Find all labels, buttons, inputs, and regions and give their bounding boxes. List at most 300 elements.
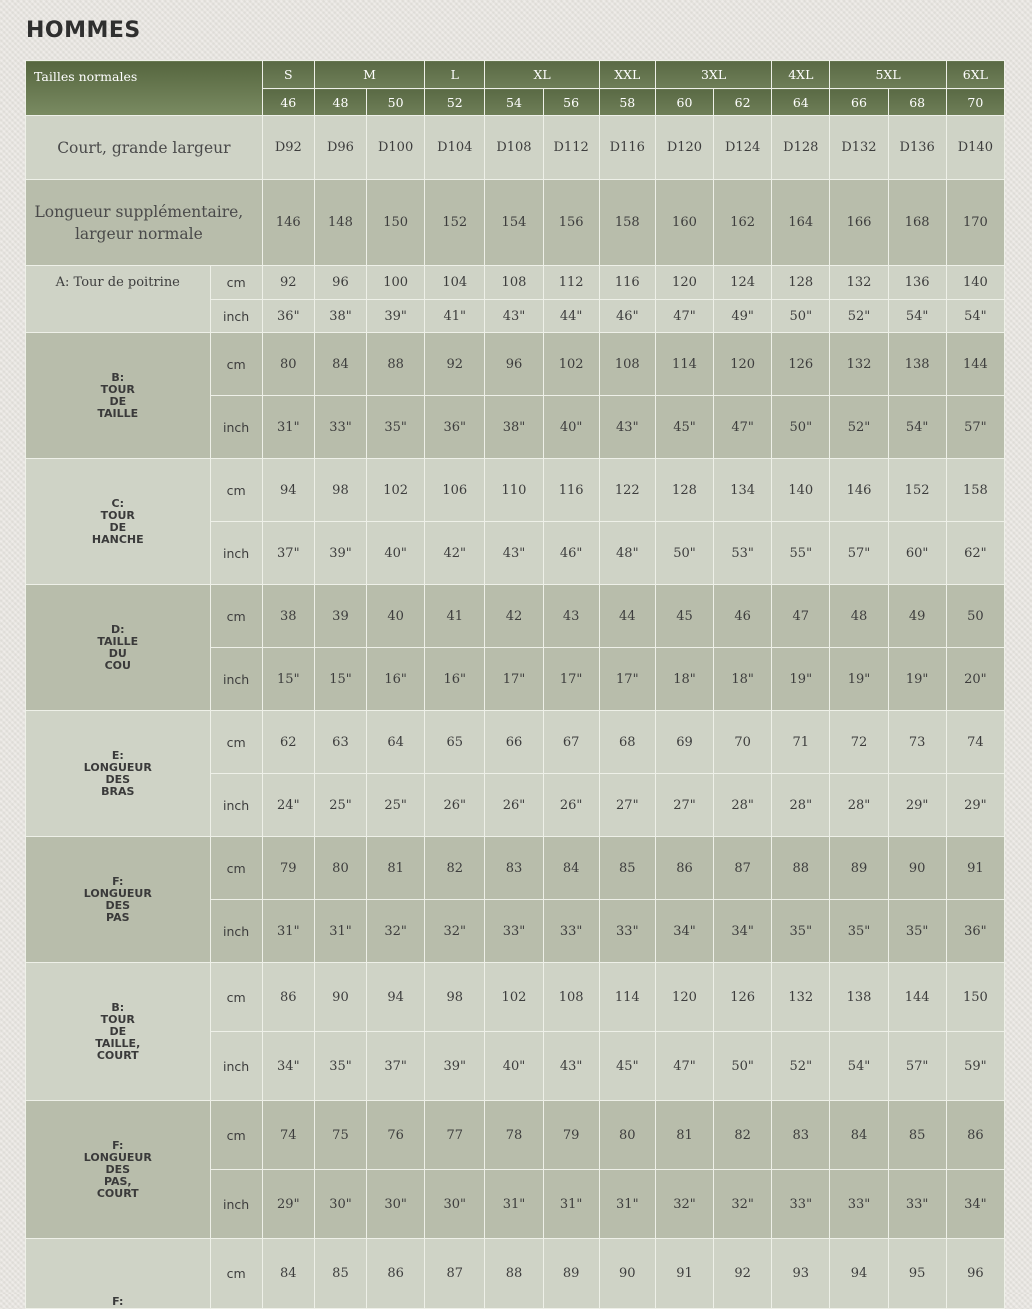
size-value-cell: 148 — [314, 180, 366, 266]
size-value-cell: 108 — [543, 963, 599, 1032]
measurement-row-cm — [26, 963, 1005, 1032]
size-value-cell: D112 — [543, 116, 599, 180]
size-value-cell: 15" — [314, 648, 366, 711]
size-value-cell: 69 — [655, 711, 713, 774]
size-value-cell: 33" — [485, 900, 543, 963]
size-value-cell: 102 — [367, 459, 425, 522]
size-value-cell: 81 — [367, 837, 425, 900]
size-value-cell: 120 — [655, 266, 713, 300]
size-number-header: 50 — [367, 89, 425, 116]
size-value-cell: 31" — [262, 900, 314, 963]
size-value-cell: 17" — [485, 648, 543, 711]
size-value-cell: 68 — [599, 711, 655, 774]
size-value-cell: 83 — [772, 1101, 830, 1170]
size-value-cell: 72 — [830, 711, 888, 774]
size-value-cell: 102 — [543, 333, 599, 396]
size-value-cell: 75 — [314, 1101, 366, 1170]
size-value-cell: 19" — [772, 648, 830, 711]
size-value-cell: 116 — [543, 459, 599, 522]
size-value-cell: 74 — [262, 1101, 314, 1170]
size-value-cell: 34" — [714, 900, 772, 963]
size-value-cell: 34" — [262, 1032, 314, 1101]
size-value-cell: 77 — [425, 1101, 485, 1170]
size-value-cell: 132 — [830, 333, 888, 396]
size-value-cell: 36" — [946, 900, 1004, 963]
size-value-cell: 31" — [543, 1170, 599, 1239]
size-value-cell: 35" — [772, 900, 830, 963]
size-value-cell: 15" — [262, 648, 314, 711]
size-group-xl: XL — [485, 61, 599, 89]
size-value-cell: 50 — [946, 585, 1004, 648]
size-value-cell: 20" — [946, 648, 1004, 711]
size-value-cell: 78 — [485, 1101, 543, 1170]
size-value-cell: 32" — [425, 900, 485, 963]
size-value-cell: 93 — [772, 1239, 830, 1309]
measurement-label: F: — [26, 1239, 211, 1309]
row-label: Court, grande largeur — [26, 116, 263, 180]
size-value-cell: 88 — [367, 333, 425, 396]
size-value-cell: 38 — [262, 585, 314, 648]
size-value-cell: 74 — [946, 711, 1004, 774]
unit-inch-label: inch — [210, 900, 262, 963]
size-group-header-row — [26, 61, 1005, 89]
size-value-cell: 96 — [314, 266, 366, 300]
size-value-cell: 32" — [655, 1170, 713, 1239]
size-value-cell: 120 — [655, 963, 713, 1032]
size-value-cell: 31" — [485, 1170, 543, 1239]
size-value-cell: 46" — [599, 300, 655, 333]
size-value-cell: 82 — [425, 837, 485, 900]
size-value-cell: 62" — [946, 522, 1004, 585]
size-value-cell: 38" — [314, 300, 366, 333]
size-value-cell: 132 — [772, 963, 830, 1032]
unit-inch-label: inch — [210, 396, 262, 459]
size-number-header: 70 — [946, 89, 1004, 116]
size-value-cell: 100 — [367, 266, 425, 300]
unit-cm-label: cm — [210, 963, 262, 1032]
size-value-cell: 150 — [946, 963, 1004, 1032]
size-number-header: 58 — [599, 89, 655, 116]
size-value-cell: 86 — [655, 837, 713, 900]
size-value-cell: 33" — [543, 900, 599, 963]
size-value-cell: 114 — [599, 963, 655, 1032]
size-value-cell: 37" — [367, 1032, 425, 1101]
size-value-cell: 86 — [946, 1101, 1004, 1170]
size-value-cell: 79 — [262, 837, 314, 900]
row-label: Longueur supplémentaire, largeur normale — [26, 180, 263, 266]
size-value-cell: 126 — [714, 963, 772, 1032]
size-value-cell: 59" — [946, 1032, 1004, 1101]
size-value-cell: 138 — [888, 333, 946, 396]
size-number-header: 66 — [830, 89, 888, 116]
size-value-cell: 43" — [485, 522, 543, 585]
unit-cm-label: cm — [210, 1101, 262, 1170]
size-value-cell: 96 — [946, 1239, 1004, 1309]
unit-cm-label: cm — [210, 711, 262, 774]
measurement-label: B: TOUR DE TAILLE — [26, 333, 211, 459]
size-value-cell: 16" — [425, 648, 485, 711]
size-value-cell: 73 — [888, 711, 946, 774]
size-value-cell: 158 — [946, 459, 1004, 522]
size-value-cell: 84 — [543, 837, 599, 900]
size-value-cell: 42 — [485, 585, 543, 648]
size-value-cell: 128 — [655, 459, 713, 522]
size-value-cell: 52" — [830, 300, 888, 333]
size-number-header: 48 — [314, 89, 366, 116]
size-value-cell: 87 — [425, 1239, 485, 1309]
size-value-cell: 76 — [367, 1101, 425, 1170]
size-group-s: S — [262, 61, 314, 89]
size-value-cell: 47 — [772, 585, 830, 648]
size-value-cell: 33" — [888, 1170, 946, 1239]
size-group-xxl: XXL — [599, 61, 655, 89]
size-value-cell: 17" — [543, 648, 599, 711]
measurement-row-cm — [26, 585, 1005, 648]
size-value-cell: 47" — [655, 1032, 713, 1101]
measurement-row-cm — [26, 711, 1005, 774]
size-value-cell: 38" — [485, 396, 543, 459]
size-value-cell: D128 — [772, 116, 830, 180]
size-value-cell: D96 — [314, 116, 366, 180]
size-group-6xl: 6XL — [946, 61, 1004, 89]
size-value-cell: 25" — [367, 774, 425, 837]
size-value-cell: 140 — [946, 266, 1004, 300]
size-value-cell: 70 — [714, 711, 772, 774]
size-value-cell: 80 — [262, 333, 314, 396]
size-table-header-label: Tailles normales — [26, 61, 263, 116]
size-value-cell: 85 — [888, 1101, 946, 1170]
size-value-cell: 42" — [425, 522, 485, 585]
size-group-m: M — [314, 61, 424, 89]
size-value-cell: 26" — [425, 774, 485, 837]
size-value-cell: 19" — [830, 648, 888, 711]
size-value-cell: 40" — [485, 1032, 543, 1101]
size-value-cell: 35" — [830, 900, 888, 963]
size-number-header: 62 — [714, 89, 772, 116]
size-value-cell: 39" — [367, 300, 425, 333]
size-value-cell: 146 — [262, 180, 314, 266]
size-value-cell: 17" — [599, 648, 655, 711]
size-value-cell: 146 — [830, 459, 888, 522]
size-value-cell: 98 — [425, 963, 485, 1032]
measurement-row-cm — [26, 333, 1005, 396]
size-value-cell: 91 — [946, 837, 1004, 900]
size-value-cell: 31" — [262, 396, 314, 459]
size-value-cell: 88 — [772, 837, 830, 900]
size-value-cell: 152 — [888, 459, 946, 522]
size-value-cell: D136 — [888, 116, 946, 180]
unit-inch-label: inch — [210, 1170, 262, 1239]
size-value-cell: 28" — [772, 774, 830, 837]
size-value-cell: 144 — [888, 963, 946, 1032]
size-value-cell: D140 — [946, 116, 1004, 180]
size-value-cell: 108 — [485, 266, 543, 300]
size-value-cell: 53" — [714, 522, 772, 585]
measurement-row-cm — [26, 266, 1005, 300]
size-value-cell: 89 — [830, 837, 888, 900]
size-value-cell: 33" — [772, 1170, 830, 1239]
size-value-cell: 57" — [946, 396, 1004, 459]
size-value-cell: 25" — [314, 774, 366, 837]
size-value-cell: 35" — [314, 1032, 366, 1101]
size-value-cell: 26" — [485, 774, 543, 837]
size-value-cell: 89 — [543, 1239, 599, 1309]
size-value-cell: 35" — [888, 900, 946, 963]
size-value-cell: 128 — [772, 266, 830, 300]
size-value-cell: 34" — [655, 900, 713, 963]
size-value-cell: 28" — [714, 774, 772, 837]
size-value-cell: 102 — [485, 963, 543, 1032]
size-value-cell: D108 — [485, 116, 543, 180]
measurement-label: E: LONGUEUR DES BRAS — [26, 711, 211, 837]
size-value-cell: 43" — [599, 396, 655, 459]
size-value-cell: 88 — [485, 1239, 543, 1309]
size-value-cell: 32" — [367, 900, 425, 963]
size-value-cell: 26" — [543, 774, 599, 837]
size-value-cell: 91 — [655, 1239, 713, 1309]
size-number-header: 64 — [772, 89, 830, 116]
size-value-cell: 84 — [262, 1239, 314, 1309]
size-value-cell: 24" — [262, 774, 314, 837]
unit-cm-label: cm — [210, 585, 262, 648]
size-value-cell: 67 — [543, 711, 599, 774]
size-value-cell: 33" — [830, 1170, 888, 1239]
size-group-5xl: 5XL — [830, 61, 946, 89]
size-value-cell: 90 — [599, 1239, 655, 1309]
size-value-cell: 136 — [888, 266, 946, 300]
size-value-cell: D100 — [367, 116, 425, 180]
size-value-cell: 57" — [888, 1032, 946, 1101]
size-value-cell: 116 — [599, 266, 655, 300]
size-value-cell: 47" — [714, 396, 772, 459]
size-value-cell: D116 — [599, 116, 655, 180]
size-value-cell: 168 — [888, 180, 946, 266]
size-value-cell: 80 — [599, 1101, 655, 1170]
size-value-cell: 54" — [830, 1032, 888, 1101]
measurement-label: B: TOUR DE TAILLE, COURT — [26, 963, 211, 1101]
size-value-cell: 160 — [655, 180, 713, 266]
size-number-header: 60 — [655, 89, 713, 116]
page-title: HOMMES — [26, 18, 141, 43]
size-value-cell: 84 — [314, 333, 366, 396]
unit-cm-label: cm — [210, 1239, 262, 1309]
size-value-cell: 84 — [830, 1101, 888, 1170]
size-value-cell: 164 — [772, 180, 830, 266]
size-value-cell: 108 — [599, 333, 655, 396]
size-value-cell: 71 — [772, 711, 830, 774]
size-value-cell: 39 — [314, 585, 366, 648]
size-group-4xl: 4XL — [772, 61, 830, 89]
size-value-cell: 31" — [599, 1170, 655, 1239]
size-value-cell: 45 — [655, 585, 713, 648]
size-value-cell: 138 — [830, 963, 888, 1032]
size-value-cell: 46 — [714, 585, 772, 648]
unit-cm-label: cm — [210, 333, 262, 396]
size-value-cell: 54" — [888, 300, 946, 333]
size-value-cell: 90 — [314, 963, 366, 1032]
size-value-cell: D104 — [425, 116, 485, 180]
size-value-cell: 49 — [888, 585, 946, 648]
measurement-row-cm — [26, 459, 1005, 522]
row-extra-long — [26, 180, 1005, 266]
measurement-label: A: Tour de poitrine — [26, 266, 211, 333]
size-value-cell: D132 — [830, 116, 888, 180]
size-value-cell: 48" — [599, 522, 655, 585]
size-value-cell: D92 — [262, 116, 314, 180]
size-value-cell: 45" — [599, 1032, 655, 1101]
size-value-cell: 30" — [367, 1170, 425, 1239]
size-value-cell: 50" — [772, 396, 830, 459]
size-value-cell: 63 — [314, 711, 366, 774]
size-chart-table — [25, 60, 1005, 1309]
size-value-cell: 54" — [946, 300, 1004, 333]
size-value-cell: 152 — [425, 180, 485, 266]
size-value-cell: 92 — [425, 333, 485, 396]
size-value-cell: 86 — [367, 1239, 425, 1309]
size-number-header: 46 — [262, 89, 314, 116]
measurement-label: D: TAILLE DU COU — [26, 585, 211, 711]
size-value-cell: 52" — [772, 1032, 830, 1101]
size-value-cell: 43 — [543, 585, 599, 648]
size-value-cell: 124 — [714, 266, 772, 300]
size-value-cell: 114 — [655, 333, 713, 396]
size-value-cell: 45" — [655, 396, 713, 459]
size-value-cell: 30" — [425, 1170, 485, 1239]
size-value-cell: 85 — [314, 1239, 366, 1309]
size-value-cell: 36" — [262, 300, 314, 333]
unit-cm-label: cm — [210, 459, 262, 522]
size-value-cell: 18" — [655, 648, 713, 711]
size-value-cell: 92 — [714, 1239, 772, 1309]
unit-inch-label: inch — [210, 1032, 262, 1101]
size-value-cell: 85 — [599, 837, 655, 900]
size-group-3xl: 3XL — [655, 61, 771, 89]
size-value-cell: 28" — [830, 774, 888, 837]
size-value-cell: 104 — [425, 266, 485, 300]
size-value-cell: 50" — [772, 300, 830, 333]
measurement-row-cm — [26, 1101, 1005, 1170]
size-value-cell: 95 — [888, 1239, 946, 1309]
size-value-cell: 106 — [425, 459, 485, 522]
size-value-cell: 40" — [543, 396, 599, 459]
size-value-cell: 65 — [425, 711, 485, 774]
size-value-cell: 81 — [655, 1101, 713, 1170]
size-value-cell: 112 — [543, 266, 599, 300]
unit-inch-label: inch — [210, 648, 262, 711]
size-value-cell: 90 — [888, 837, 946, 900]
size-value-cell: 29" — [262, 1170, 314, 1239]
size-value-cell: 132 — [830, 266, 888, 300]
size-value-cell: 120 — [714, 333, 772, 396]
size-value-cell: 43" — [543, 1032, 599, 1101]
size-value-cell: 40" — [367, 522, 425, 585]
size-group-l: L — [425, 61, 485, 89]
size-value-cell: 40 — [367, 585, 425, 648]
size-value-cell: 50" — [714, 1032, 772, 1101]
size-value-cell: 86 — [262, 963, 314, 1032]
size-value-cell: 41 — [425, 585, 485, 648]
size-value-cell: 110 — [485, 459, 543, 522]
size-value-cell: 154 — [485, 180, 543, 266]
size-value-cell: 162 — [714, 180, 772, 266]
measurement-label: F: LONGUEUR DES PAS, COURT — [26, 1101, 211, 1239]
size-value-cell: 39" — [425, 1032, 485, 1101]
size-value-cell: 47" — [655, 300, 713, 333]
size-value-cell: 52" — [830, 396, 888, 459]
size-value-cell: 140 — [772, 459, 830, 522]
size-number-header: 52 — [425, 89, 485, 116]
measurement-row-cm — [26, 837, 1005, 900]
size-value-cell: 144 — [946, 333, 1004, 396]
size-value-cell: 94 — [830, 1239, 888, 1309]
size-value-cell: 18" — [714, 648, 772, 711]
row-short-wide — [26, 116, 1005, 180]
size-value-cell: 62 — [262, 711, 314, 774]
size-value-cell: 46" — [543, 522, 599, 585]
size-number-header: 56 — [543, 89, 599, 116]
size-value-cell: 37" — [262, 522, 314, 585]
size-value-cell: 36" — [425, 396, 485, 459]
size-value-cell: 83 — [485, 837, 543, 900]
size-value-cell: 29" — [888, 774, 946, 837]
size-value-cell: 39" — [314, 522, 366, 585]
unit-inch-label: inch — [210, 522, 262, 585]
size-value-cell: 34" — [946, 1170, 1004, 1239]
size-value-cell: 96 — [485, 333, 543, 396]
measurement-label: C: TOUR DE HANCHE — [26, 459, 211, 585]
size-value-cell: 82 — [714, 1101, 772, 1170]
size-value-cell: 44" — [543, 300, 599, 333]
size-value-cell: 16" — [367, 648, 425, 711]
size-value-cell: 134 — [714, 459, 772, 522]
size-value-cell: 33" — [314, 396, 366, 459]
measurement-label: F: LONGUEUR DES PAS — [26, 837, 211, 963]
size-value-cell: D120 — [655, 116, 713, 180]
size-value-cell: 29" — [946, 774, 1004, 837]
size-value-cell: 126 — [772, 333, 830, 396]
size-value-cell: 170 — [946, 180, 1004, 266]
unit-inch-label: inch — [210, 300, 262, 333]
size-value-cell: 166 — [830, 180, 888, 266]
size-value-cell: 94 — [262, 459, 314, 522]
size-value-cell: D124 — [714, 116, 772, 180]
size-value-cell: 92 — [262, 266, 314, 300]
size-value-cell: 87 — [714, 837, 772, 900]
size-value-cell: 57" — [830, 522, 888, 585]
size-value-cell: 54" — [888, 396, 946, 459]
size-value-cell: 98 — [314, 459, 366, 522]
size-value-cell: 94 — [367, 963, 425, 1032]
size-value-cell: 30" — [314, 1170, 366, 1239]
measurement-row-cm — [26, 1239, 1005, 1309]
size-value-cell: 156 — [543, 180, 599, 266]
size-value-cell: 44 — [599, 585, 655, 648]
size-value-cell: 48 — [830, 585, 888, 648]
size-value-cell: 80 — [314, 837, 366, 900]
size-value-cell: 35" — [367, 396, 425, 459]
size-number-header: 68 — [888, 89, 946, 116]
size-value-cell: 50" — [655, 522, 713, 585]
size-value-cell: 27" — [655, 774, 713, 837]
size-value-cell: 55" — [772, 522, 830, 585]
size-value-cell: 64 — [367, 711, 425, 774]
size-value-cell: 41" — [425, 300, 485, 333]
unit-cm-label: cm — [210, 837, 262, 900]
size-value-cell: 43" — [485, 300, 543, 333]
size-value-cell: 27" — [599, 774, 655, 837]
size-value-cell: 49" — [714, 300, 772, 333]
size-value-cell: 33" — [599, 900, 655, 963]
